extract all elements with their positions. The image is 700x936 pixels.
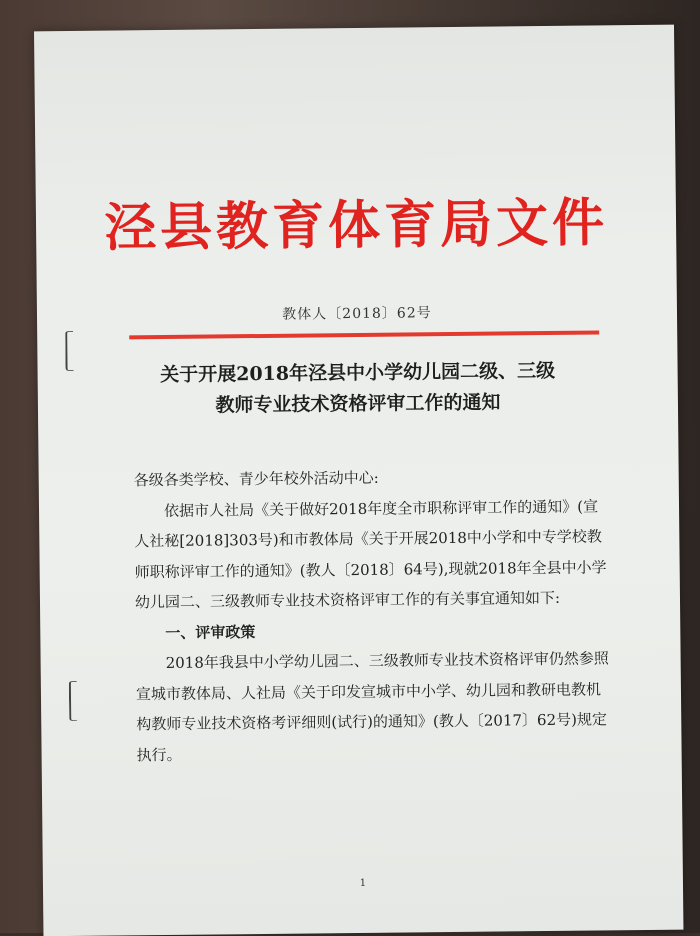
notice-title-line-2: 教师专业技术资格评审工作的通知 (215, 391, 501, 417)
body-paragraph: 依据市人社局《关于做好2018年度全市职称评审工作的通知》(宣人社秘[2018]303号)和市教体局《关于开展2018中小学和中专学校教师职称评审工作的通知》(教人〔2018〕64号),现就2018年全县中小学幼儿园二、三级教师专业技术资格评审工作的有关事宜通知如下: (134, 496, 607, 612)
binding-mark (69, 681, 77, 721)
notice-title-line-1: 关于开展2018年泾县中小学幼儿园二级、三级 (160, 359, 556, 387)
notice-title (97, 355, 618, 422)
body-paragraph: 2018年我县中小学幼儿园二、三级教师专业技术资格评审仍然参照宣城市教体局、人社局《关于印发宣城市中小学、幼儿园和教研电教机构教师专业技术资格考评细则(试行)的通知》(教人〔2017〕62号)规定执行。 (135, 649, 609, 764)
document-header-title: 泾县教育体育局文件 (103, 192, 609, 259)
document-page (34, 25, 683, 936)
page-number: 1 (359, 877, 367, 889)
document-body (134, 460, 612, 770)
document-number: 教体人〔2018〕62号 (282, 305, 432, 323)
section-heading: 一、评审政策 (165, 622, 256, 642)
salutation: 各级各类学校、青少年校外活动中心: (133, 468, 379, 490)
binding-mark (65, 331, 73, 371)
red-divider (129, 330, 599, 339)
